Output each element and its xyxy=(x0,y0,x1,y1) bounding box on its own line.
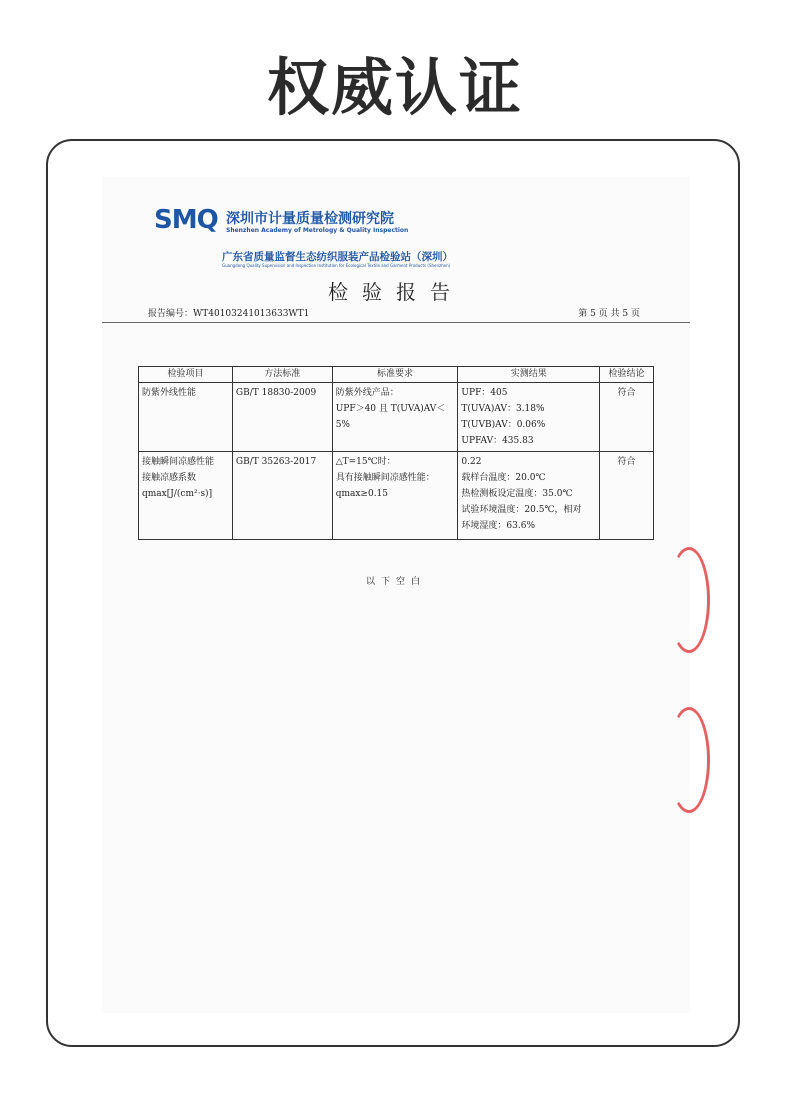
cell-method: GB/T 18830-2009 xyxy=(232,383,332,452)
result-line: 热检测板设定温度：35.0℃ xyxy=(461,489,573,499)
result-line: 载样台温度：20.0℃ xyxy=(461,473,546,483)
station-name-en: Guangdong Quality Supervision and Inspection Institution for Ecological Textile and Garment Products (Shenzhen) xyxy=(222,263,451,268)
requirement-line: qmax≥0.15 xyxy=(335,489,389,499)
institute-name-en: Shenzhen Academy of Metrology & Quality Inspection xyxy=(226,227,409,234)
requirement-line: UPF＞40 且 T(UVA)AV＜5% xyxy=(335,404,446,430)
institute-name-cn: 深圳市计量质量检测研究院 xyxy=(226,211,394,227)
report-title: 检验报告 xyxy=(328,280,464,304)
cell-conclusion: 符合 xyxy=(600,452,654,540)
cell-requirement xyxy=(332,452,458,540)
item-line: 接触瞬间凉感性能 xyxy=(142,457,215,467)
result-line: UPFAV：435.83 xyxy=(461,436,534,446)
cell-item xyxy=(139,452,233,540)
cell-result xyxy=(458,452,600,540)
requirement-line: 防紫外线产品： xyxy=(335,388,399,398)
cell-conclusion: 符合 xyxy=(600,383,654,452)
blank-note: 以下空白 xyxy=(365,577,426,587)
report-number: 报告编号：WT40103241013633WT1 xyxy=(148,309,310,319)
red-seal-stamp xyxy=(668,707,710,813)
page-title: 权威认证 xyxy=(266,51,523,124)
page-number: 第 5 页 共 5 页 xyxy=(578,309,640,319)
requirement-line: △T=15℃时： xyxy=(335,457,396,467)
header-conclusion: 检验结论 xyxy=(600,367,654,383)
header-item: 检验项目 xyxy=(139,367,233,383)
result-line: 0.22 xyxy=(461,457,482,467)
station-name-cn: 广东省质量监督生态纺织服装产品检验站（深圳） xyxy=(222,251,453,263)
table-header-row xyxy=(139,367,654,383)
cell-result xyxy=(458,383,600,452)
result-line: T(UVA)AV：3.18% xyxy=(461,404,545,414)
item-line: qmax[J/(cm²·s)] xyxy=(142,489,213,499)
header-method: 方法标准 xyxy=(232,367,332,383)
requirement-line: 具有接触瞬间凉感性能： xyxy=(335,473,435,483)
cell-requirement xyxy=(332,383,458,452)
result-line: 试验环境温度：20.5℃，相对 xyxy=(461,505,582,515)
header-divider xyxy=(102,322,690,323)
report-document xyxy=(102,177,690,1013)
cell-item xyxy=(139,383,233,452)
result-line: UPF：405 xyxy=(461,388,508,398)
header-result: 实测结果 xyxy=(458,367,600,383)
header-requirement: 标准要求 xyxy=(332,367,458,383)
result-line: 环境湿度：63.6% xyxy=(461,521,536,531)
smq-logo-text: SMQ xyxy=(154,205,218,235)
cell-method: GB/T 35263-2017 xyxy=(232,452,332,540)
result-line: T(UVB)AV：0.06% xyxy=(461,420,546,430)
red-seal-stamp xyxy=(668,547,710,653)
table-row xyxy=(139,452,654,540)
item-line: 接触凉感系数 xyxy=(142,473,197,483)
item-line: 防紫外线性能 xyxy=(142,388,197,398)
table-row xyxy=(139,383,654,452)
results-table xyxy=(138,366,654,540)
